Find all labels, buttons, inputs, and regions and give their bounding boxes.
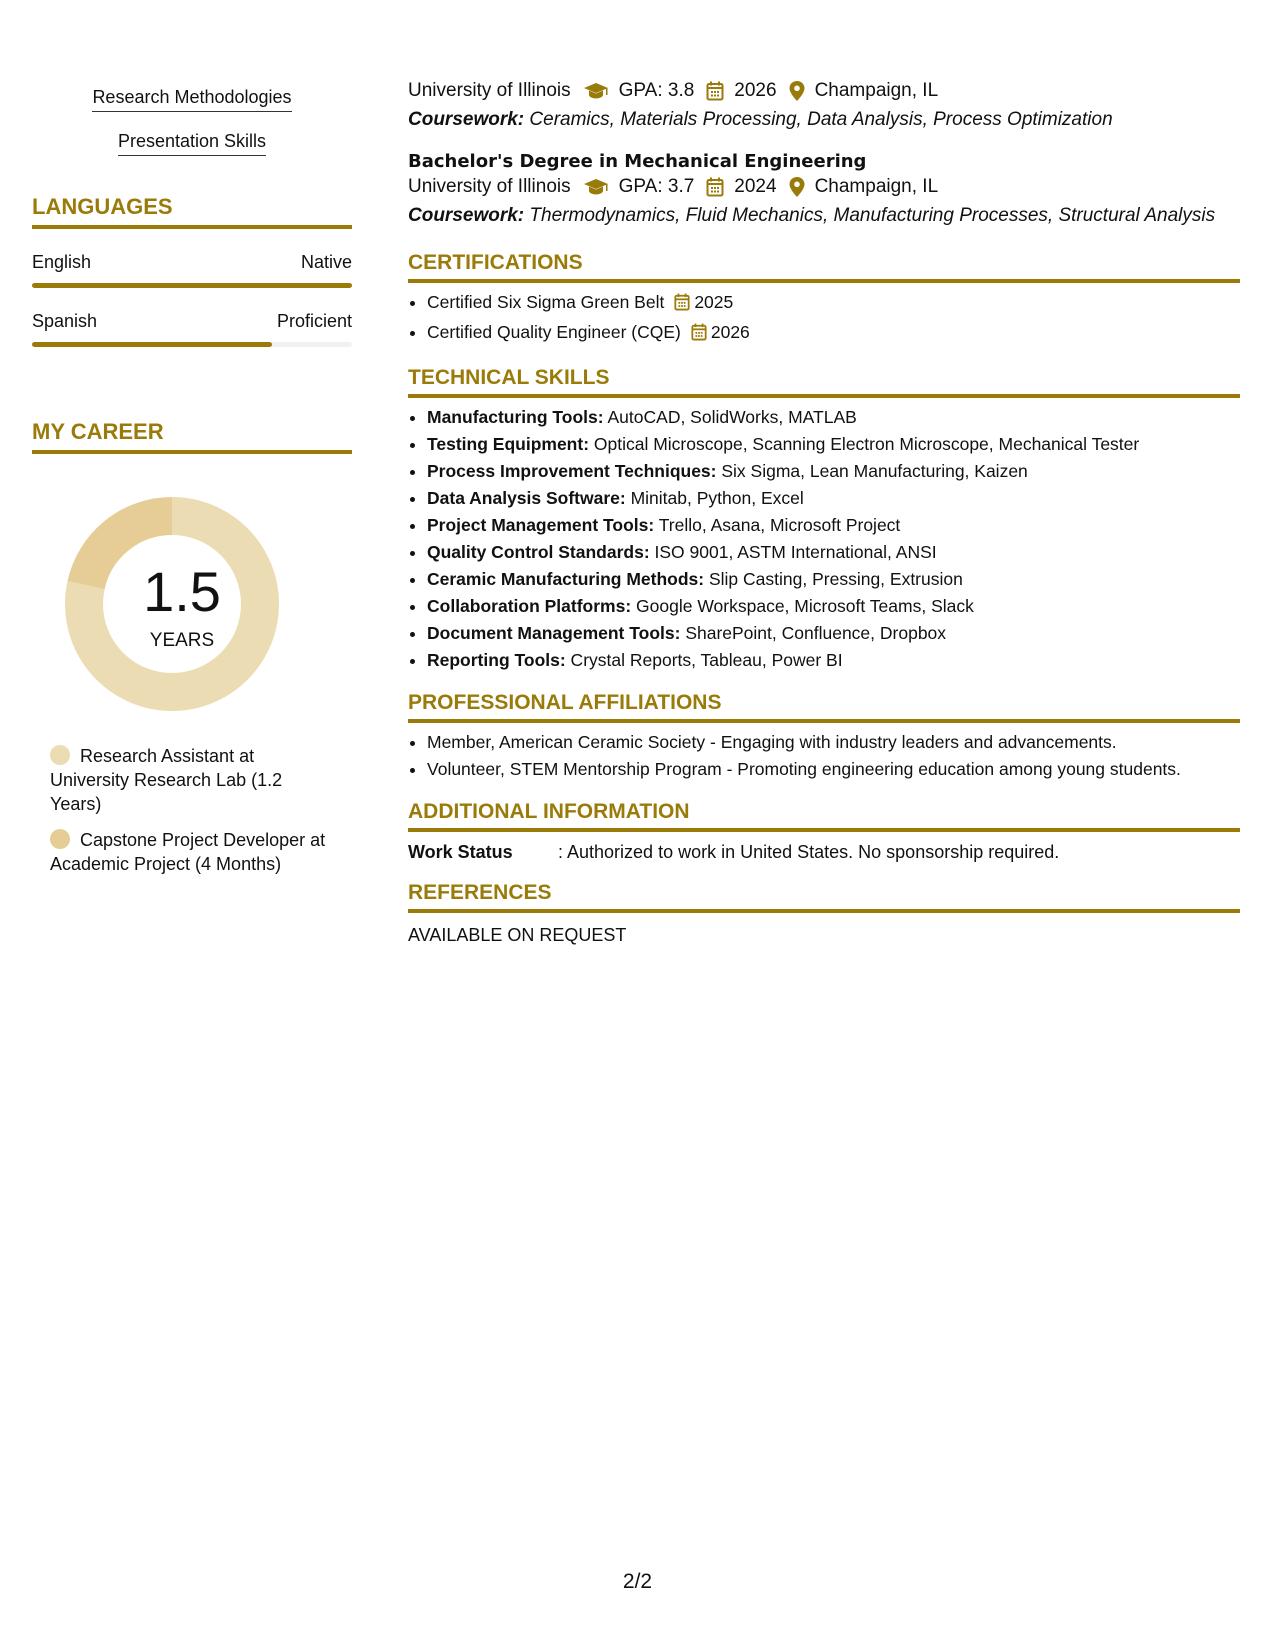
list-item <box>427 647 1240 674</box>
career-legend-item <box>32 828 335 876</box>
calendar-icon <box>691 322 707 349</box>
language-name: Spanish <box>32 311 98 331</box>
additional-info-heading: ADDITIONAL INFORMATION <box>408 799 1240 832</box>
list-item <box>427 458 1240 485</box>
education-degree: Bachelor's Degree in Mechanical Engineering <box>408 151 867 172</box>
skill-values: Crystal Reports, Tableau, Power BI <box>565 650 843 670</box>
education-school: University of Illinois <box>408 176 571 197</box>
references-heading: REFERENCES <box>408 880 1240 913</box>
education-gpa: GPA: 3.8 <box>618 80 695 101</box>
language-bar-fill <box>32 342 272 347</box>
calendar-icon <box>706 177 724 197</box>
coursework-list: Thermodynamics, Fluid Mechanics, Manufacturing Processes, Structural Analysis <box>524 205 1216 226</box>
career-heading: MY CAREER <box>32 419 352 454</box>
skill-category: Data Analysis Software: <box>427 488 626 508</box>
list-item <box>427 289 1240 319</box>
certification-year: 2025 <box>694 292 734 312</box>
certification-name: Certified Six Sigma Green Belt <box>427 292 665 312</box>
language-bar <box>32 342 352 347</box>
education-entry <box>408 150 1240 228</box>
language-item <box>32 310 352 347</box>
education-year: 2026 <box>734 80 777 101</box>
list-item <box>427 593 1240 620</box>
coursework-label: Coursework: <box>408 109 525 130</box>
skill-values: Trello, Asana, Microsoft Project <box>654 515 901 535</box>
legend-dot-icon <box>50 829 70 849</box>
education-coursework <box>408 203 1240 228</box>
list-item <box>427 431 1240 458</box>
career-legend-item <box>32 744 335 816</box>
skill-values: Google Workspace, Microsoft Teams, Slack <box>631 596 974 616</box>
list-item <box>427 319 1240 349</box>
technical-skills-list <box>408 404 1240 674</box>
certification-name: Certified Quality Engineer (CQE) <box>427 322 681 342</box>
location-pin-icon <box>789 177 805 197</box>
list-item <box>427 512 1240 539</box>
list-item: • Volunteer, STEM Mentorship Program - Promoting engineering education among young students. <box>427 756 1240 783</box>
skill-values: SharePoint, Confluence, Dropbox <box>680 623 947 643</box>
page-number: 2/2 <box>622 1570 653 1593</box>
skill-category: Manufacturing Tools: <box>427 407 604 427</box>
skill-category: Document Management Tools: <box>427 623 681 643</box>
skill-category: Process Improvement Techniques: <box>427 461 717 481</box>
education-gpa: GPA: 3.7 <box>618 176 695 197</box>
legend-dot-icon <box>50 745 70 765</box>
education-school: University of Illinois <box>408 80 571 101</box>
language-bar-fill <box>32 283 352 288</box>
career-legend-label: Capstone Project Developer at Academic Project (4 Months) <box>50 830 326 874</box>
skill-tag <box>32 86 352 112</box>
skill-values: Six Sigma, Lean Manufacturing, Kaizen <box>716 461 1028 481</box>
graduation-cap-icon <box>583 178 609 196</box>
list-item <box>427 404 1240 431</box>
list-item <box>427 539 1240 566</box>
work-status-row <box>408 840 1240 864</box>
skill-values: Slip Casting, Pressing, Extrusion <box>704 569 963 589</box>
certifications-list <box>408 289 1240 349</box>
career-donut-chart <box>32 494 352 724</box>
technical-skills-heading: TECHNICAL SKILLS <box>408 365 1240 398</box>
language-item <box>32 251 352 288</box>
skill-label: Presentation Skills <box>118 130 266 156</box>
skill-category: Ceramic Manufacturing Methods: <box>427 569 705 589</box>
list-item <box>427 566 1240 593</box>
affiliations-list <box>408 729 1240 783</box>
list-item <box>427 620 1240 647</box>
skill-values: Optical Microscope, Scanning Electron Microscope, Mechanical Tester <box>589 434 1140 454</box>
skill-category: Testing Equipment: <box>427 434 590 454</box>
skill-label: Research Methodologies <box>92 86 291 112</box>
skill-category: Project Management Tools: <box>427 515 655 535</box>
list-item <box>427 485 1240 512</box>
graduation-cap-icon <box>583 82 609 100</box>
affiliations-heading: PROFESSIONAL AFFILIATIONS <box>408 690 1240 723</box>
skill-values: ISO 9001, ASTM International, ANSI <box>649 542 937 562</box>
left-column <box>32 86 352 876</box>
certifications-heading: CERTIFICATIONS <box>408 250 1240 283</box>
career-legend-label: Research Assistant at University Research Lab (1.2 Years) <box>50 746 283 814</box>
career-total-unit: YEARS <box>149 630 215 651</box>
certification-year: 2026 <box>710 322 750 342</box>
right-column <box>408 78 1240 947</box>
skill-values: Minitab, Python, Excel <box>625 488 804 508</box>
calendar-icon <box>674 292 690 319</box>
language-name: English <box>32 252 92 272</box>
list-item: • Member, American Ceramic Society - Engaging with industry leaders and advancements. <box>427 729 1240 756</box>
location-pin-icon <box>789 81 805 101</box>
education-location: Champaign, IL <box>814 176 939 197</box>
skill-category: Reporting Tools: <box>427 650 566 670</box>
skill-category: Quality Control Standards: <box>427 542 650 562</box>
work-status-value: : Authorized to work in United States. No sponsorship required. <box>558 842 1060 862</box>
education-meta <box>408 78 1240 104</box>
language-level: Native <box>300 252 352 272</box>
coursework-list: Ceramics, Materials Processing, Data Analysis, Process Optimization <box>524 109 1113 130</box>
references-text: AVAILABLE ON REQUEST <box>408 925 627 945</box>
education-coursework <box>408 107 1240 132</box>
calendar-icon <box>706 81 724 101</box>
languages-heading: LANGUAGES <box>32 194 352 229</box>
education-location: Champaign, IL <box>814 80 939 101</box>
career-total-years: 1.5 <box>143 560 221 623</box>
work-status-label: Work Status <box>408 842 513 862</box>
language-level: Proficient <box>276 311 352 331</box>
skill-category: Collaboration Platforms: <box>427 596 632 616</box>
education-year: 2024 <box>734 176 777 197</box>
education-meta <box>408 174 1240 200</box>
language-bar <box>32 283 352 288</box>
coursework-label: Coursework: <box>408 205 525 226</box>
education-entry <box>408 78 1240 132</box>
skill-tag <box>32 130 352 156</box>
skill-values: AutoCAD, SolidWorks, MATLAB <box>603 407 857 427</box>
